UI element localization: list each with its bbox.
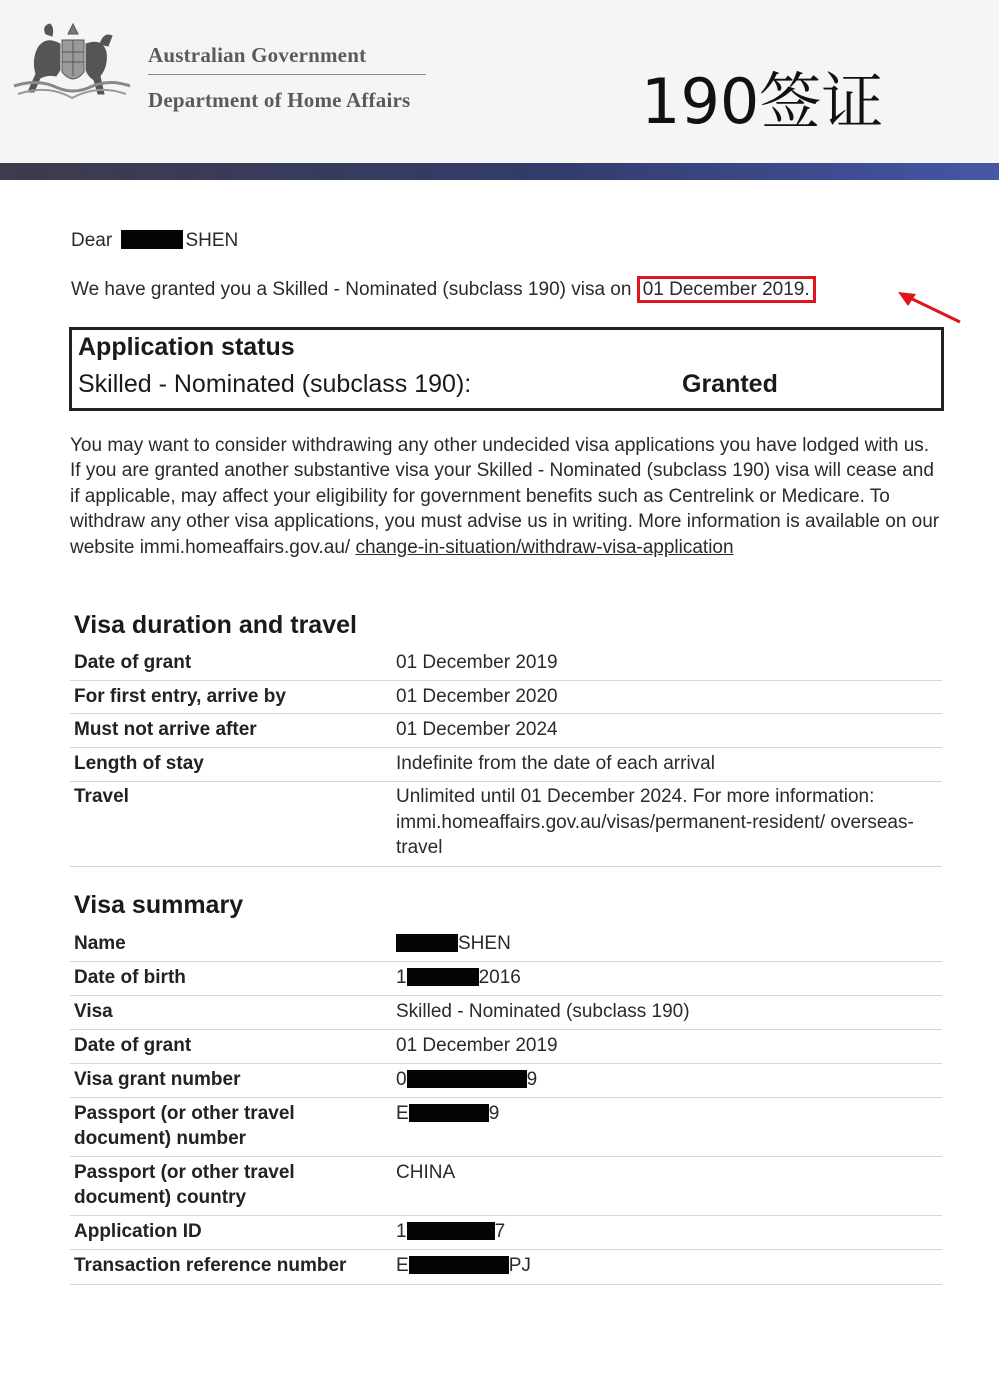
visa-duration-heading: Visa duration and travel [74,611,357,639]
table-row [70,714,942,748]
redaction-bar [121,230,183,249]
row-label: Length of stay [74,753,204,774]
salutation-name: SHEN [185,230,239,251]
redaction-bar [407,1070,527,1088]
row-value: 01 December 2019 [396,1035,558,1056]
table-row [70,748,942,782]
table-row [70,681,942,714]
visa-duration-table [70,648,942,867]
red-arrow-icon [894,290,964,330]
row-value [396,1219,942,1245]
agency-name [148,40,426,115]
row-value: Skilled - Nominated (subclass 190) [396,1001,690,1022]
application-status-box [69,327,944,411]
row-value: 01 December 2020 [396,686,558,707]
row-value: 01 December 2024 [396,719,558,740]
grant-sentence [71,279,816,301]
grant-number-prefix: 0 [396,1069,407,1090]
withdrawal-notice [70,433,940,560]
grant-text: We have granted you a Skilled - Nominated (subclass 190) visa on [71,279,632,300]
application-id-suffix: 7 [494,1221,506,1242]
row-value: Indefinite from the date of each arrival [396,753,715,774]
table-row [70,1098,942,1157]
passport-prefix: E [396,1103,409,1124]
row-label: Travel [74,786,129,807]
table-row [70,648,942,681]
visa-summary-heading: Visa summary [74,891,244,919]
notice-body: You may want to consider withdrawing any other undecided visa applications you have lodged with us. If you are granted another substantive visa your Skilled - Nominated (subclass 190) visa will cease and if applicable, may affect your eligibility for government benefits such as Centrelink or Medicare. To withdraw any other visa applications, you must advise us in writing. More information is available on our website immi.homeaffairs.gov.au/ [70,435,940,558]
table-row [70,1064,942,1098]
application-id-prefix: 1 [396,1221,407,1242]
row-label: Visa grant number [74,1069,241,1090]
row-label: Date of grant [74,1035,192,1056]
row-label: Date of birth [74,967,186,988]
row-label: Visa [74,1001,113,1022]
table-row [70,1216,942,1250]
status-visa-name: Skilled - Nominated (subclass 190): [78,370,472,398]
row-value: Unlimited until 01 December 2024. For more information: immi.homeaffairs.gov.au/visas/permanent-resident/ overseas-travel [396,786,914,858]
row-value [396,965,942,991]
row-value [396,1101,942,1127]
row-label: Transaction reference number [74,1255,347,1276]
dob-prefix: 1 [396,967,407,988]
visa-summary-table [70,928,942,1285]
government-name: Australian Government [148,43,367,67]
redaction-bar [407,968,479,986]
withdraw-visa-link[interactable]: change-in-situation/withdraw-visa-application [355,536,734,558]
row-value: CHINA [396,1162,456,1183]
header-color-bar [0,163,999,180]
row-value [396,931,942,957]
row-label: Date of grant [74,652,192,673]
row-label: Name [74,933,126,954]
row-value [396,1253,942,1279]
dob-suffix: 2016 [478,967,521,988]
status-value: Granted [682,370,778,398]
department-name: Department of Home Affairs [148,88,411,112]
coat-of-arms-icon [8,14,136,110]
salutation [71,230,238,252]
agency-divider [148,74,426,75]
table-row [70,1030,942,1064]
status-title: Application status [78,333,295,361]
name-suffix: SHEN [458,933,511,954]
passport-suffix: 9 [488,1103,500,1124]
row-label: Passport (or other travel document) country [74,1162,295,1208]
row-label: Passport (or other travel document) number [74,1103,295,1149]
transaction-prefix: E [396,1255,409,1276]
table-row [70,996,942,1030]
row-label: Must not arrive after [74,719,257,740]
transaction-suffix: PJ [508,1255,531,1276]
highlighted-grant-date: 01 December 2019. [637,276,816,303]
redaction-bar [396,934,458,952]
grant-number-suffix: 9 [526,1069,538,1090]
row-value [396,1067,942,1093]
redaction-bar [409,1104,489,1122]
letterhead [0,0,999,163]
redaction-bar [409,1256,509,1274]
row-value: 01 December 2019 [396,652,558,673]
redaction-bar [407,1222,495,1240]
table-row [70,928,942,962]
visa-tag-caption: 190签证 [641,65,884,138]
table-row [70,1250,942,1285]
row-label: Application ID [74,1221,202,1242]
table-row [70,782,942,867]
table-row [70,962,942,996]
row-label: For first entry, arrive by [74,686,286,707]
table-row [70,1157,942,1216]
salutation-prefix: Dear [71,230,113,251]
